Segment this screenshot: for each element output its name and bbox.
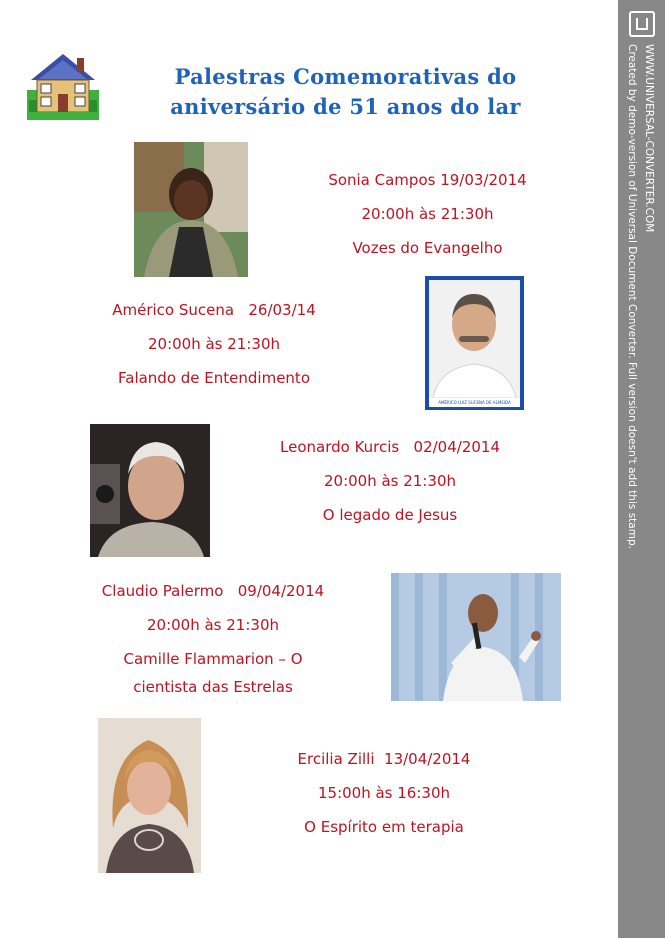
stamp-notice: Created by demo-version of Universal Document Converter. Full version doesn't add this stamp.: [626, 44, 638, 549]
talk-topic: Vozes do Evangelho: [352, 239, 503, 257]
talk-info: [270, 437, 510, 525]
talk-time: 20:00h às 21:30h: [323, 472, 456, 490]
speaker-photo: [425, 276, 524, 410]
speaker-name-date: Claudio Palermo 09/04/2014: [101, 582, 325, 600]
talk-time: 20:00h às 21:30h: [147, 335, 280, 353]
speaker-photo: [391, 573, 561, 701]
talk-time: 20:00h às 21:30h: [361, 205, 494, 223]
speaker-name-date: Leonardo Kurcis 02/04/2014: [280, 438, 500, 456]
converter-logo-icon: [629, 11, 655, 37]
talk-time: 20:00h às 21:30h: [146, 616, 279, 634]
talk-topic: O legado de Jesus: [322, 506, 458, 524]
talk-info: [104, 300, 324, 388]
speaker-photo: [98, 718, 201, 873]
house-icon: [27, 52, 99, 120]
talk-info: [284, 749, 484, 837]
speaker-name-date: Sonia Campos 19/03/2014: [328, 171, 527, 189]
title-line-1: Palestras Comemorativas do: [174, 64, 517, 89]
page-title: [103, 62, 588, 122]
talk-topic-line-2: cientista das Estrelas: [133, 678, 293, 696]
photo-caption: AMÉRICO LUIZ SUCENA DE ALMEIDA: [429, 398, 520, 407]
talk-topic: Falando de Entendimento: [118, 369, 310, 387]
talk-topic: Camille Flammarion – O: [123, 650, 303, 668]
talk-topic: O Espírito em terapia: [304, 818, 464, 836]
talk-info: [320, 170, 535, 258]
speaker-photo: [134, 142, 248, 277]
stamp-url: WWW.UNIVERSAL-CONVERTER.COM: [643, 44, 655, 233]
speaker-name-date: Ercilia Zilli 13/04/2014: [297, 750, 471, 768]
talk-info: [94, 581, 332, 697]
talk-time: 15:00h às 16:30h: [317, 784, 450, 802]
speaker-photo: [90, 424, 210, 557]
speaker-name-date: Américo Sucena 26/03/14: [112, 301, 316, 319]
title-line-2: aniversário de 51 anos do lar: [170, 94, 521, 119]
